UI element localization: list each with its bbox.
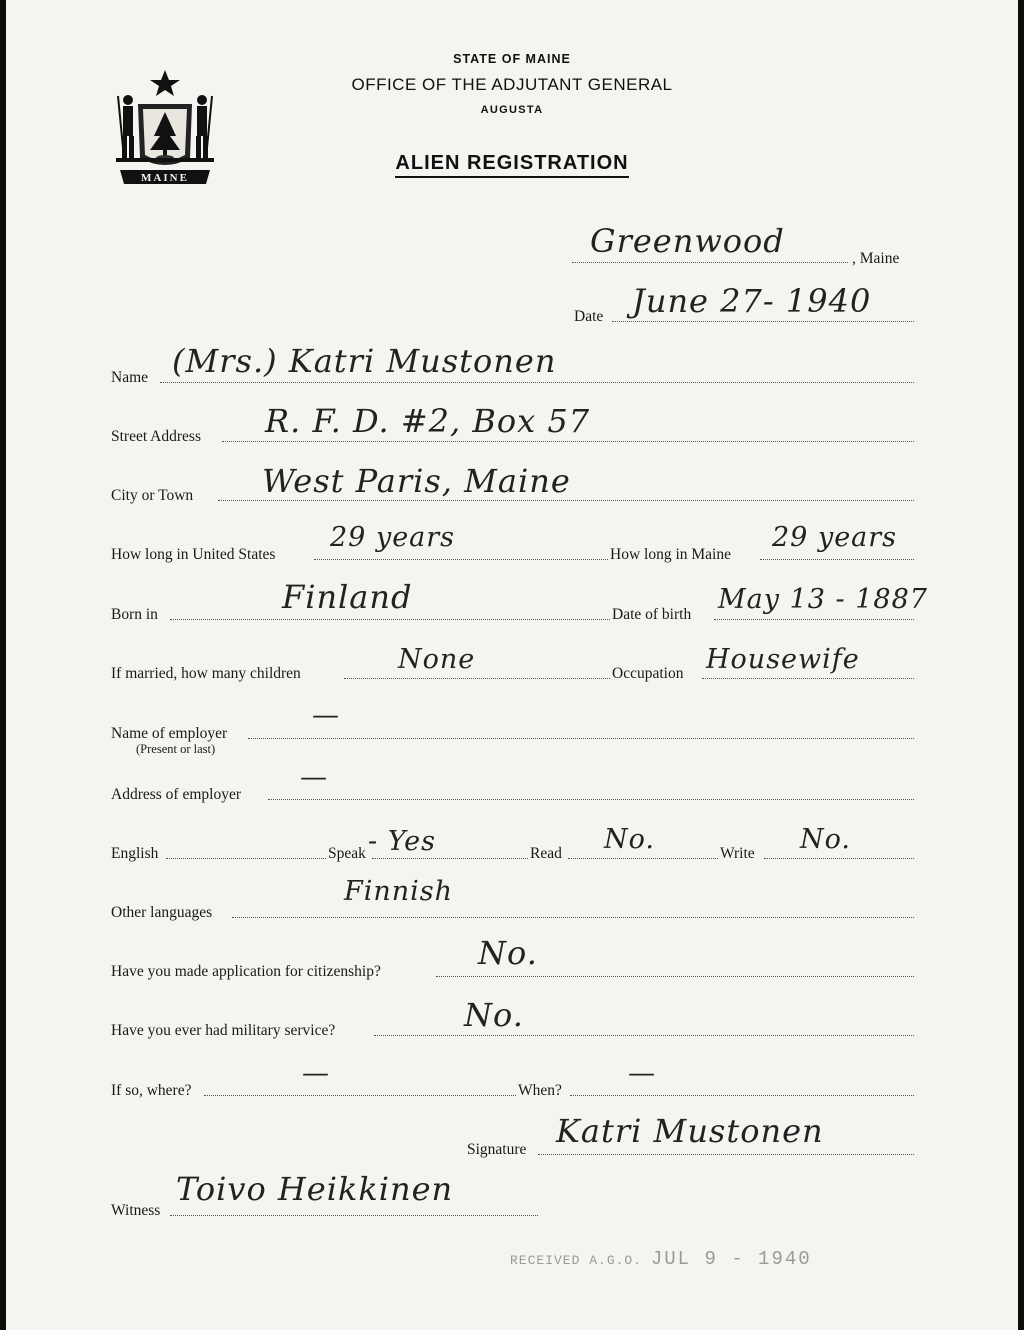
write-line bbox=[764, 858, 914, 859]
date-line bbox=[612, 321, 914, 322]
signature-entry: Katri Mustonen bbox=[556, 1112, 824, 1150]
header-city: AUGUSTA bbox=[480, 104, 544, 116]
children-label: If married, how many children bbox=[111, 665, 301, 682]
speak-label: Speak bbox=[328, 845, 366, 862]
other-languages-entry: Finnish bbox=[344, 876, 454, 907]
header-office: OFFICE OF THE ADJUTANT GENERAL bbox=[351, 75, 673, 94]
citizenship-line bbox=[436, 976, 914, 977]
how-long-us-label: How long in United States bbox=[111, 546, 276, 563]
military-entry: No. bbox=[464, 996, 524, 1034]
read-entry: No. bbox=[604, 824, 655, 855]
when-line bbox=[570, 1095, 914, 1096]
witness-label: Witness bbox=[111, 1202, 161, 1219]
signature-label: Signature bbox=[467, 1141, 527, 1158]
scan-edge-right bbox=[1018, 0, 1024, 1330]
signature-line bbox=[538, 1154, 914, 1155]
other-languages-label: Other languages bbox=[111, 904, 213, 921]
maine-label: , Maine bbox=[852, 250, 900, 267]
where-label: If so, where? bbox=[111, 1082, 192, 1099]
born-in-line bbox=[170, 619, 610, 620]
received-stamp-text: RECEIVED A.G.O. bbox=[510, 1253, 643, 1268]
children-entry: None bbox=[398, 644, 476, 675]
how-long-us-line bbox=[314, 559, 608, 560]
occupation-label: Occupation bbox=[612, 665, 684, 682]
employer-name-label: Name of employer bbox=[111, 725, 228, 742]
born-in-entry: Finland bbox=[282, 578, 413, 616]
occupation-line bbox=[702, 678, 914, 679]
received-stamp-date: JUL 9 - 1940 bbox=[650, 1248, 812, 1270]
city-line bbox=[218, 500, 914, 501]
date-entry: June 27- 1940 bbox=[632, 282, 872, 320]
scan-edge-left bbox=[0, 0, 6, 1330]
name-line bbox=[160, 382, 914, 383]
how-long-maine-entry: 29 years bbox=[772, 522, 898, 553]
where-entry: — bbox=[302, 1058, 330, 1089]
employer-address-line bbox=[268, 799, 914, 800]
english-line bbox=[166, 858, 326, 859]
received-stamp bbox=[510, 1248, 812, 1270]
occupation-entry: Housewife bbox=[706, 644, 860, 675]
write-entry: No. bbox=[800, 824, 851, 855]
name-label: Name bbox=[111, 369, 149, 386]
header-state: STATE OF MAINE bbox=[453, 52, 571, 66]
employer-name-entry: — bbox=[312, 700, 340, 731]
speak-entry: - Yes bbox=[368, 826, 437, 857]
where-line bbox=[204, 1095, 516, 1096]
date-of-birth-line bbox=[714, 619, 914, 620]
military-line bbox=[374, 1035, 914, 1036]
read-line bbox=[568, 858, 718, 859]
employer-name-note: (Present or last) bbox=[136, 742, 216, 756]
name-entry: (Mrs.) Katri Mustonen bbox=[172, 342, 557, 380]
street-address-label: Street Address bbox=[111, 428, 201, 445]
city-label: City or Town bbox=[111, 487, 194, 504]
form-title bbox=[0, 152, 1024, 175]
how-long-us-entry: 29 years bbox=[330, 522, 456, 553]
military-label: Have you ever had military service? bbox=[111, 1022, 336, 1039]
form-title-text: ALIEN REGISTRATION bbox=[395, 152, 628, 178]
when-label: When? bbox=[518, 1082, 562, 1099]
date-of-birth-label: Date of birth bbox=[612, 606, 692, 623]
street-address-line bbox=[222, 441, 914, 442]
date-label: Date bbox=[574, 308, 604, 325]
witness-line bbox=[170, 1215, 538, 1216]
children-line bbox=[344, 678, 610, 679]
town-line bbox=[572, 262, 848, 263]
date-of-birth-entry: May 13 - 1887 bbox=[718, 584, 928, 615]
city-entry: West Paris, Maine bbox=[262, 462, 571, 500]
employer-address-label: Address of employer bbox=[111, 786, 241, 803]
street-address-entry: R. F. D. #2, Box 57 bbox=[265, 402, 591, 440]
write-label: Write bbox=[720, 845, 755, 862]
english-label: English bbox=[111, 845, 159, 862]
born-in-label: Born in bbox=[111, 606, 158, 623]
witness-entry: Toivo Heikkinen bbox=[176, 1170, 454, 1208]
citizenship-label: Have you made application for citizenship? bbox=[111, 963, 381, 980]
how-long-maine-label: How long in Maine bbox=[610, 546, 731, 563]
other-languages-line bbox=[232, 917, 914, 918]
citizenship-entry: No. bbox=[478, 934, 538, 972]
employer-name-line bbox=[248, 738, 914, 739]
how-long-maine-line bbox=[760, 559, 914, 560]
when-entry: — bbox=[628, 1058, 656, 1089]
seal-banner-text: MAINE bbox=[141, 172, 189, 184]
speak-line bbox=[372, 858, 528, 859]
employer-address-entry: — bbox=[300, 762, 328, 793]
read-label: Read bbox=[530, 845, 562, 862]
town-entry: Greenwood bbox=[590, 222, 785, 260]
